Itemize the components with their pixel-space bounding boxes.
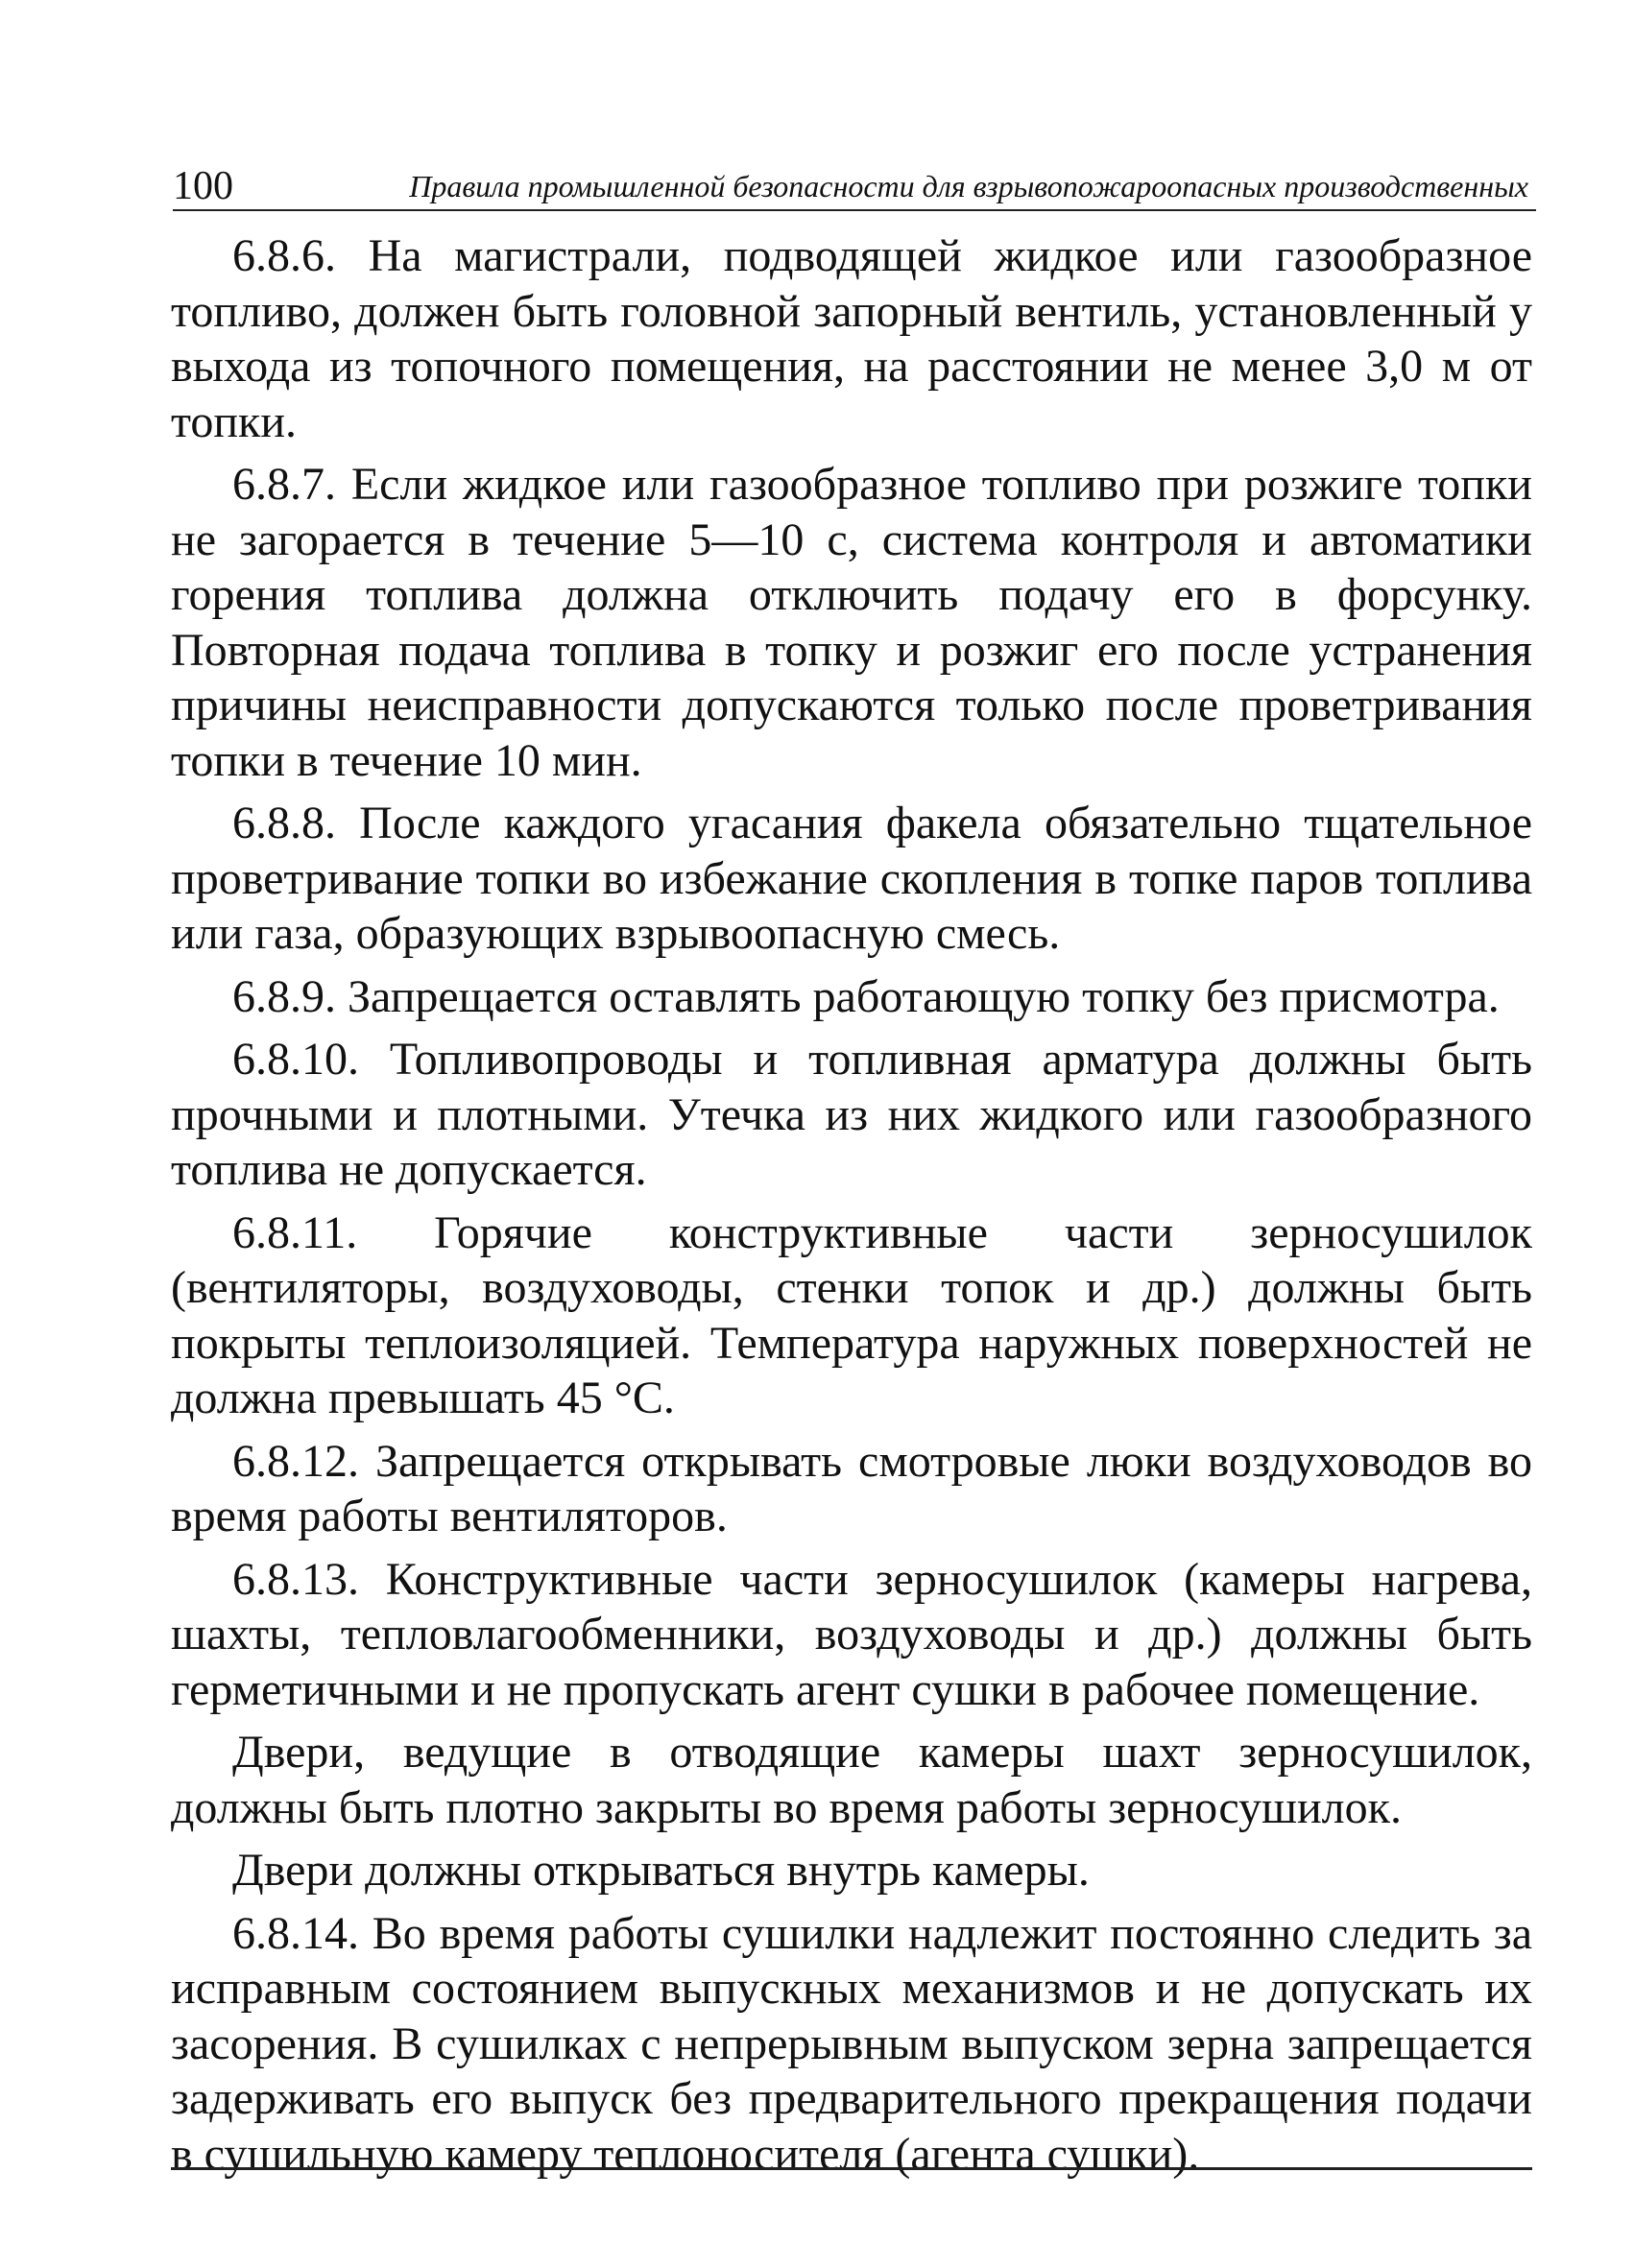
paragraph-6-8-11: 6.8.11. Горячие конструктивные части зерносушилок (вентиляторы, воздуховоды, стенки топок и др.) должны быть покрыты теплоизоляцией. Температура наружных поверхностей не должна превышать 45 °С. (171, 1206, 1532, 1423)
running-head (173, 154, 1536, 211)
body-text (171, 228, 1532, 2189)
paragraph-6-8-13: 6.8.13. Конструктивные части зерносушилок (камеры нагрева, шахты, тепловлагообменники, воздуховоды и др.) должны быть герметичными и не пропускать агент сушки в рабочее помещение. (171, 1553, 1532, 1715)
paragraph-6-8-6: 6.8.6. На магистрали, подводящей жидкое или газообразное топливо, должен быть головной запорный вентиль, установленный у выхода из топочного помещения, на расстоянии не менее 3,0 м от топки. (171, 230, 1532, 447)
page-number: 100 (173, 164, 233, 208)
footer-rule (171, 2167, 1532, 2170)
paragraph-6-8-7: 6.8.7. Если жидкое или газообразное топливо при розжиге топки не загорается в течение 5—10 с, система контроля и автоматики горения топлива должна отключить подачу его в форсунку. Повторная подача топлива в топку и розжиг его после устранения причины неисправности допускаются только после проветривания топки в течение 10 мин. (171, 459, 1532, 786)
paragraph-6-8-8: 6.8.8. После каждого угасания факела обязательно тщательное проветривание топки во избежание скопления в топке паров топлива или газа, образующих взрывоопасную смесь. (171, 798, 1532, 959)
paragraph-doors-closed: Двери, ведущие в отводящие камеры шахт зерносушилок, должны быть плотно закрыты во время работы зерносушилок. (171, 1727, 1532, 1833)
paragraph-6-8-10: 6.8.10. Топливопроводы и топливная арматура должны быть прочными и плотными. Утечка из них жидкого или газообразного топлива не допускается. (171, 1034, 1532, 1195)
paragraph-doors-open-inward: Двери должны открываться внутрь камеры. (232, 1845, 1090, 1896)
paragraph-6-8-14: 6.8.14. Во время работы сушилки надлежит постоянно следить за исправным состоянием выпускных механизмов и не допускать их засорения. В сушилках с непрерывным выпуском зерна запрещается задерживать его выпуск без предварительного прекращения подачи в сушильную камеру теплоносителя (агента сушки). (171, 1907, 1532, 2180)
running-head-title: Правила промышленной безопасности для взрывопожароопасных производственных (409, 169, 1528, 203)
paragraph-6-8-12: 6.8.12. Запрещается открывать смотровые люки воздуховодов во время работы вентиляторов. (171, 1435, 1532, 1541)
paragraph-6-8-9: 6.8.9. Запрещается оставлять работающую топку без присмотра. (232, 970, 1500, 1022)
header-rule (173, 209, 1536, 211)
